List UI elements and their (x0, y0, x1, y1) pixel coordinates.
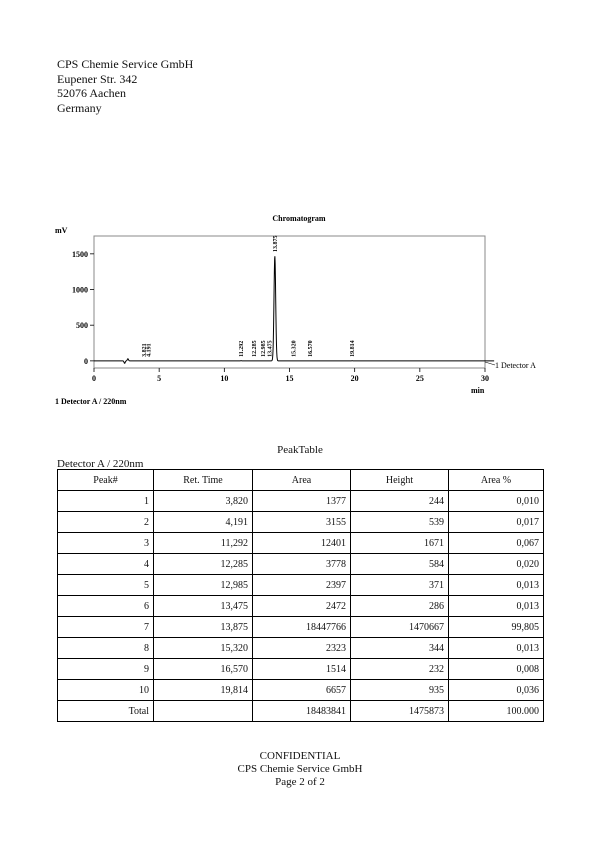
cell-height: 371 (351, 575, 449, 596)
cell-ret-time: 12,985 (154, 575, 253, 596)
cell-area-pct: 0,067 (449, 533, 544, 554)
cell-area-pct: 0,010 (449, 491, 544, 512)
cell-area-pct: 0,020 (449, 554, 544, 575)
cell-area-pct: 99,805 (449, 617, 544, 638)
page-footer (0, 750, 600, 789)
y-axis-label: mV (55, 226, 68, 235)
x-tick-label: 0 (92, 374, 96, 383)
cell-height: 1671 (351, 533, 449, 554)
total-ret-time (154, 701, 253, 722)
header-height: Height (351, 470, 449, 491)
cell-peak: 1 (58, 491, 154, 512)
peak-table (57, 469, 544, 722)
header-peak: Peak# (58, 470, 154, 491)
cell-height: 344 (351, 638, 449, 659)
cell-peak: 10 (58, 680, 154, 701)
cell-area-pct: 0,008 (449, 659, 544, 680)
cell-height: 539 (351, 512, 449, 533)
chromatogram-chart (0, 205, 600, 415)
table-row (58, 659, 544, 680)
cell-ret-time: 16,570 (154, 659, 253, 680)
peak-label: 15.320 (291, 340, 298, 357)
header-ret-time: Ret. Time (154, 470, 253, 491)
table-row (58, 491, 544, 512)
peak-label: 19.814 (350, 340, 357, 357)
cell-area-pct: 0,017 (449, 512, 544, 533)
peak-label: 12.285 (252, 340, 259, 357)
cell-peak: 8 (58, 638, 154, 659)
address-city: 52076 Aachen (57, 86, 126, 100)
cell-ret-time: 4,191 (154, 512, 253, 533)
address-street: Eupener Str. 342 (57, 71, 138, 86)
table-row (58, 596, 544, 617)
header-area: Area (253, 470, 351, 491)
cell-area: 18447766 (253, 617, 351, 638)
cell-area-pct: 0,013 (449, 575, 544, 596)
table-row (58, 680, 544, 701)
cell-height: 244 (351, 491, 449, 512)
address-country: Germany (57, 100, 102, 115)
x-tick-label: 10 (220, 374, 229, 383)
table-row (58, 617, 544, 638)
cell-area: 2397 (253, 575, 351, 596)
cell-area: 2323 (253, 638, 351, 659)
peak-label: 12.985 (261, 340, 268, 357)
cell-peak: 5 (58, 575, 154, 596)
header-area-pct: Area % (449, 470, 544, 491)
cell-peak: 7 (58, 617, 154, 638)
company-address (57, 57, 193, 115)
detector-caption: 1 Detector A / 220nm (55, 397, 127, 406)
table-row (58, 638, 544, 659)
total-label: Total (58, 701, 154, 722)
cell-height: 584 (351, 554, 449, 575)
cell-area-pct: 0,013 (449, 596, 544, 617)
series-label: 1 Detector A (495, 361, 536, 370)
cell-area-pct: 0,013 (449, 638, 544, 659)
cell-ret-time: 19,814 (154, 680, 253, 701)
peak-table-title: PeakTable (277, 444, 323, 456)
total-area: 18483841 (253, 701, 351, 722)
cell-area: 1377 (253, 491, 351, 512)
cell-height: 935 (351, 680, 449, 701)
x-tick-label: 5 (157, 374, 162, 383)
cell-peak: 3 (58, 533, 154, 554)
cell-area: 3778 (253, 554, 351, 575)
cell-ret-time: 13,475 (154, 596, 253, 617)
x-tick-label: 30 (481, 374, 489, 383)
cell-ret-time: 12,285 (154, 554, 253, 575)
peak-label: 16.570 (307, 340, 314, 357)
cell-area: 6657 (253, 680, 351, 701)
peak-label: 4.191 (146, 343, 153, 357)
y-tick-label: 500 (76, 321, 88, 331)
table-row (58, 512, 544, 533)
y-tick-label: 1000 (72, 285, 88, 295)
cell-height: 1470667 (351, 617, 449, 638)
footer-page-number: Page 2 of 2 (275, 776, 325, 788)
cell-area-pct: 0,036 (449, 680, 544, 701)
peak-table-detector: Detector A / 220nm (57, 458, 144, 470)
peak-table-header (58, 470, 544, 491)
peak-label: 13.875 (272, 235, 279, 252)
cell-area: 2472 (253, 596, 351, 617)
total-area-pct: 100.000 (449, 701, 544, 722)
cell-area: 3155 (253, 512, 351, 533)
cell-ret-time: 15,320 (154, 638, 253, 659)
peak-label: 13.475 (267, 340, 274, 357)
footer-confidential: CONFIDENTIAL (259, 750, 341, 762)
table-row (58, 575, 544, 596)
total-height: 1475873 (351, 701, 449, 722)
cell-peak: 4 (58, 554, 154, 575)
peak-label: 3.821 (141, 343, 148, 357)
x-tick-label: 25 (415, 374, 424, 383)
cell-ret-time: 11,292 (154, 533, 253, 554)
table-row (58, 554, 544, 575)
series-leader (485, 362, 495, 365)
y-tick-label: 0 (84, 356, 88, 366)
cell-height: 286 (351, 596, 449, 617)
cell-area: 1514 (253, 659, 351, 680)
cell-peak: 6 (58, 596, 154, 617)
peak-table-total-row (58, 701, 544, 722)
x-tick-label: 20 (350, 374, 359, 383)
cell-ret-time: 13,875 (154, 617, 253, 638)
x-axis-label: min (471, 386, 485, 395)
table-row (58, 533, 544, 554)
address-company: CPS Chemie Service GmbH (57, 57, 194, 71)
x-tick-label: 15 (285, 374, 294, 383)
plot-frame (94, 236, 485, 368)
cell-peak: 9 (58, 659, 154, 680)
chart-title: Chromatogram (272, 214, 326, 223)
footer-company: CPS Chemie Service GmbH (237, 763, 363, 775)
y-tick-label: 1500 (72, 249, 88, 259)
cell-area: 12401 (253, 533, 351, 554)
peak-label: 11.292 (239, 340, 246, 357)
cell-peak: 2 (58, 512, 154, 533)
cell-height: 232 (351, 659, 449, 680)
cell-ret-time: 3,820 (154, 491, 253, 512)
